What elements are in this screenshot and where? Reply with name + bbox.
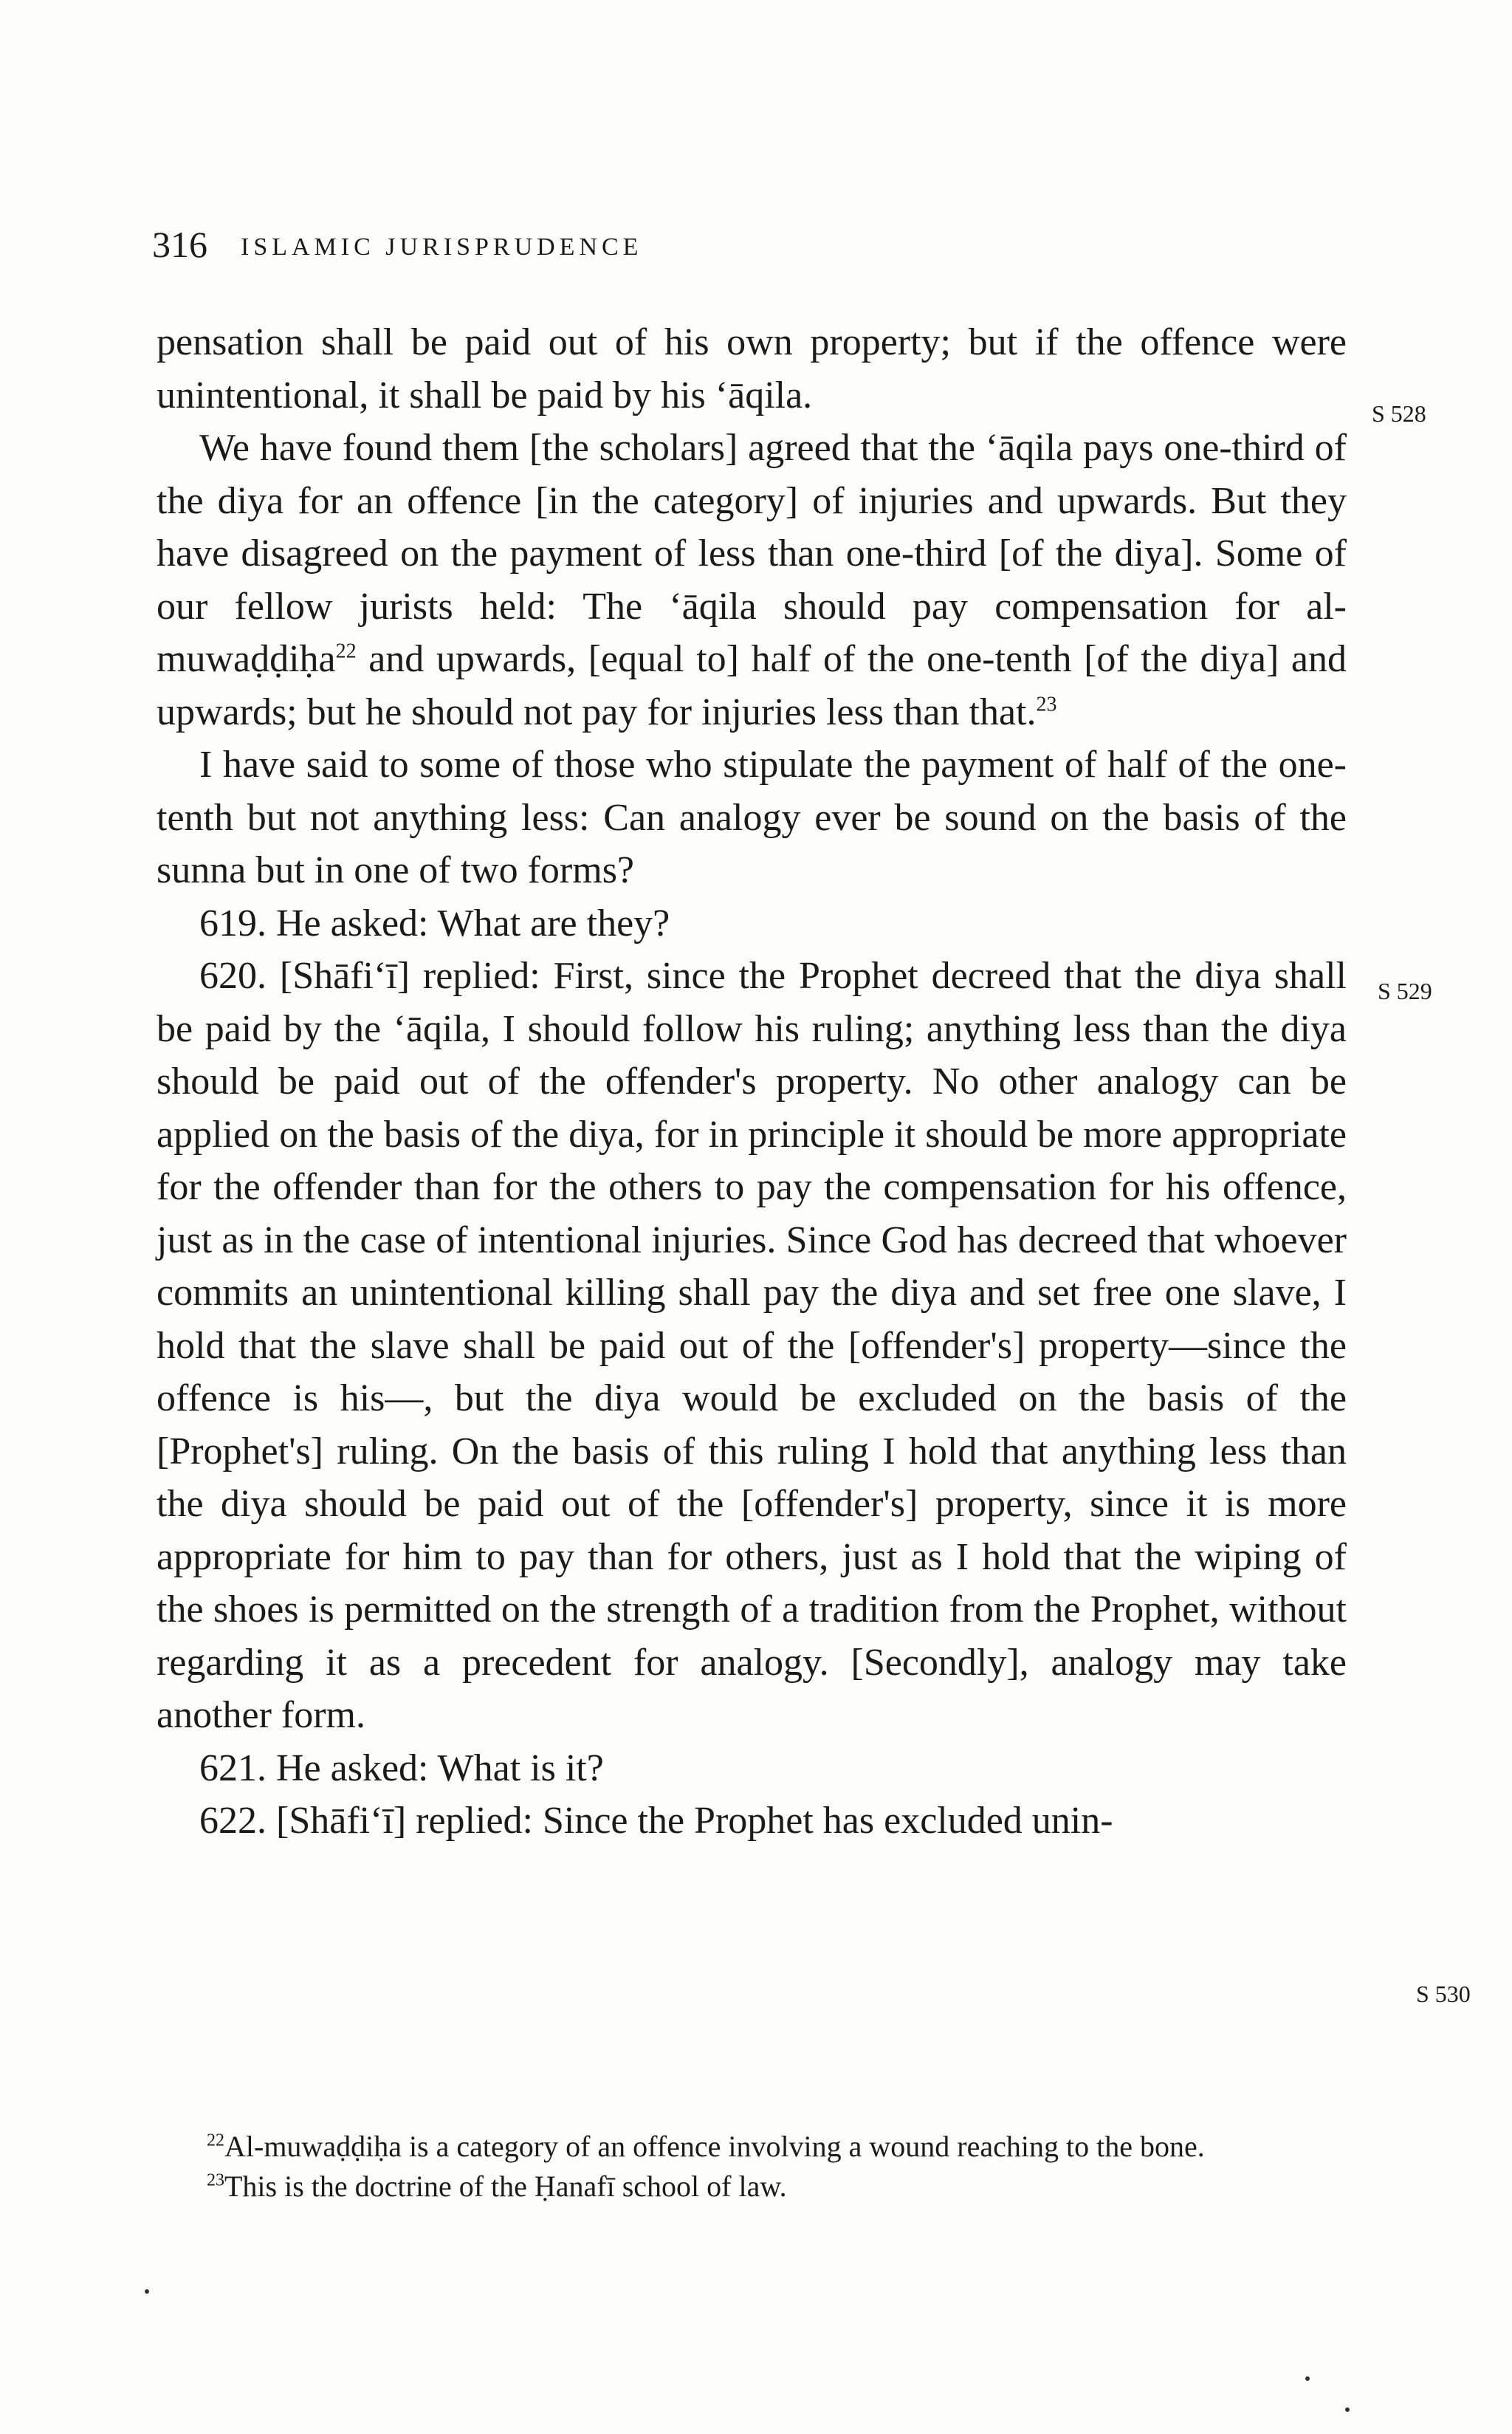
margin-section-note: S 528 xyxy=(1372,400,1426,427)
footnote: $^{22}$Al-muwaḍḍiḥa is a category of an offence involving a wound reaching to the bone. xyxy=(207,2130,1205,2163)
footnotes xyxy=(177,2127,1366,2207)
paragraph: 622. [Shāfi‘ī] replied: Since the Prophet has excluded unin- xyxy=(199,1800,1113,1842)
footnote-reference: 22 xyxy=(335,640,357,663)
footnote-reference: 23 xyxy=(1036,693,1057,716)
main-text xyxy=(157,316,1347,1848)
running-title: ISLAMIC JURISPRUDENCE xyxy=(241,233,643,261)
paragraph: We have found them [the scholars] agreed that the ‘āqila pays one-third of the diya for an offence [in the category] of injuries and upwards. But they have disagreed on the payment of less than one-third [of the diya]. Some of our fellow jurists held: The ‘āqila should pay compensation for al-muwaḍḍiḥa$^{22}$ and upwards, [equal to] half of the one-tenth [of the diya] and upwards; but he should not pay for injuries less than that.$^{23}$ xyxy=(157,427,1347,733)
paragraph: I have said to some of those who stipulate the payment of half of the one-tenth but not anything less: Can analogy ever be sound on the basis of the sunna but in one of two forms? xyxy=(157,744,1347,891)
paragraph: 619. He asked: What are they? xyxy=(199,902,670,945)
print-speck xyxy=(1345,2407,1350,2412)
paragraph: 621. He asked: What is it? xyxy=(199,1746,604,1789)
paragraph: 620. [Shāfi‘ī] replied: First, since the Prophet decreed that the diya shall be paid by the ‘āqila, I should follow his ruling; anything less than the diya should be paid out of the offender's property. No other analogy can be applied on the basis of the diya, for in principle it should be more appropriate for the offender than for the others to pay the compensation for his offence, just as in the case of intentional injuries. Since God has decreed that whoever commits an unintentional killing shall pay the diya and set free one slave, I hold that the slave shall be paid out of the [offender's] property—since the offence is his—, but the diya would be excluded on the basis of the [Prophet's] ruling. On the basis of this ruling I hold that anything less than the diya should be paid out of the [offender's] property, since it is more appropriate for him to pay than for others, just as I hold that the wiping of the shoes is permitted on the strength of a tradition from the Prophet, without regarding it as a precedent for analogy. [Secondly], analogy may take another form. xyxy=(157,955,1347,1736)
margin-section-note: S 530 xyxy=(1416,1981,1471,2007)
page-number: 316 xyxy=(152,224,207,265)
margin-section-note: S 529 xyxy=(1378,978,1432,1004)
print-speck xyxy=(145,2289,149,2294)
footnote: $^{23}$This is the doctrine of the Ḥanafī school of law. xyxy=(207,2170,787,2203)
paragraph: pensation shall be paid out of his own property; but if the offence were unintentional, it shall be paid by his ‘āqila. xyxy=(157,321,1347,416)
page-header xyxy=(152,219,1363,270)
print-speck xyxy=(1305,2376,1310,2381)
